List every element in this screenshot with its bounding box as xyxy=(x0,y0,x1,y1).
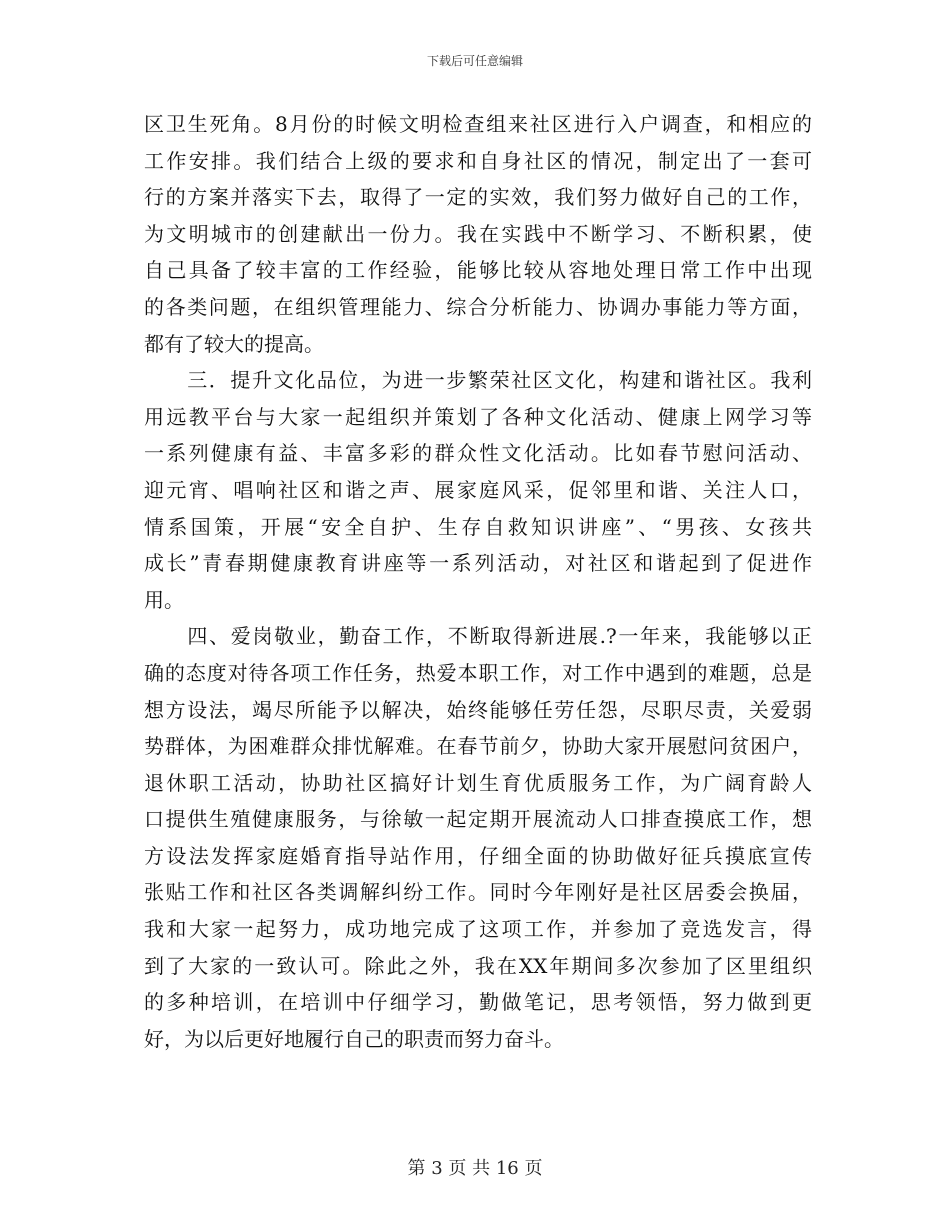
text-line: 自己具备了较丰富的工作经验，能够比较从容地处理日常工作中出现 xyxy=(144,258,812,283)
text-line: 三．提升文化品位，为进一步繁荣社区文化，构建和谐社区。我利 xyxy=(144,368,812,393)
text-line: 都有了较大的提高。 xyxy=(144,331,324,356)
document-body xyxy=(144,106,812,1057)
page-header: 下载后可任意编辑 xyxy=(426,54,523,68)
text-line: 我和大家一起努力，成功地完成了这项工作，并参加了竞选发言，得 xyxy=(144,917,812,942)
text-line: 张贴工作和社区各类调解纠纷工作。同时今年刚好是社区居委会换届， xyxy=(144,880,812,905)
text-line: 行的方案并落实下去，取得了一定的实效，我们努力做好自己的工作， xyxy=(144,185,812,210)
text-line: 一系列健康有益、丰富多彩的群众性文化活动。比如春节慰问活动、 xyxy=(144,441,812,466)
text-line: 好，为以后更好地履行自己的职责而努力奋斗。 xyxy=(144,1026,564,1051)
paragraph-1 xyxy=(144,106,812,362)
text-line: 区卫生死角。8月份的时候文明检查组来社区进行入户调查，和相应的 xyxy=(144,112,812,136)
text-line: 成长”青春期健康教育讲座等一系列活动，对社区和谐起到了促进作 xyxy=(144,551,812,576)
text-line: 四、爱岗敬业，勤奋工作，不断取得新进展.?一年来，我能够以正 xyxy=(144,624,812,649)
text-line: 的多种培训，在培训中仔细学习，勤做笔记，思考领悟，努力做到更 xyxy=(144,990,812,1015)
paragraph-3 xyxy=(144,618,812,1057)
text-line: 的各类问题，在组织管理能力、综合分析能力、协调办事能力等方面， xyxy=(144,294,812,319)
text-line: 确的态度对待各项工作任务，热爱本职工作，对工作中遇到的难题，总是 xyxy=(144,660,812,685)
text-line: 用。 xyxy=(144,587,184,612)
paragraph-2 xyxy=(144,362,812,618)
text-line: 退休职工活动，协助社区搞好计划生育优质服务工作，为广阔育龄人 xyxy=(144,770,812,795)
text-line: 迎元宵、唱响社区和谐之声、展家庭风采，促邻里和谐、关注人口， xyxy=(144,477,812,502)
text-line: 情系国策，开展“安全自护、生存自救知识讲座”、“男孩、女孩共 xyxy=(144,514,812,539)
text-line: 想方设法，竭尽所能予以解决，始终能够任劳任怨，尽职尽责，关爱弱 xyxy=(144,697,812,722)
text-line: 用远教平台与大家一起组织并策划了各种文化活动、健康上网学习等 xyxy=(144,404,812,429)
page-number-footer: 第 3 页 共 16 页 xyxy=(407,1158,543,1179)
text-line: 势群体，为困难群众排忧解难。在春节前夕，协助大家开展慰问贫困户， xyxy=(144,734,812,759)
text-line: 到了大家的一致认可。除此之外，我在XX年期间多次参加了区里组织 xyxy=(144,953,812,978)
text-line: 为文明城市的创建献出一份力。我在实践中不断学习、不断积累，使 xyxy=(144,221,812,246)
text-line: 口提供生殖健康服务，与徐敏一起定期开展流动人口排查摸底工作，想 xyxy=(144,807,812,832)
text-line: 工作安排。我们结合上级的要求和自身社区的情况，制定出了一套可 xyxy=(144,148,812,173)
text-line: 方设法发挥家庭婚育指导站作用，仔细全面的协助做好征兵摸底宣传 xyxy=(144,843,812,868)
